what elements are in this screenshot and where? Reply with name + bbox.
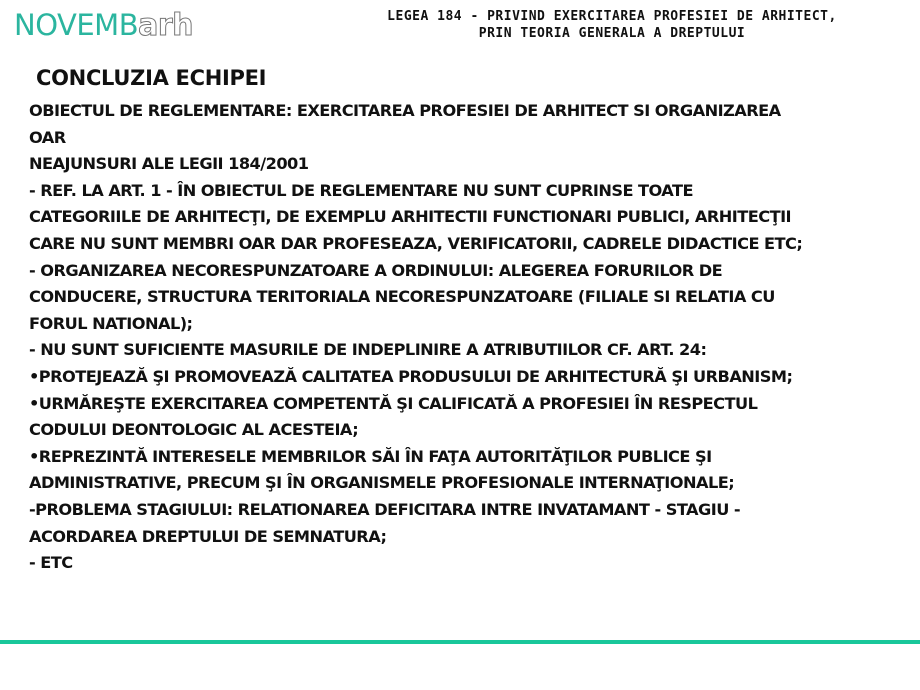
body-line: -PROBLEMA STAGIULUI: RELATIONAREA DEFICITARA INTRE INVATAMANT - STAGIU - [29,499,741,519]
body-line: FORUL NATIONAL); [29,313,193,333]
body-line: OBIECTUL DE REGLEMENTARE: EXERCITAREA PROFESIEI DE ARHITECT SI ORGANIZAREA [29,101,781,120]
header-title-line: LEGEA 184 - PRIVIND EXERCITAREA PROFESIEI DE ARHITECT, [387,9,837,24]
body-line: CARE NU SUNT MEMBRI OAR DAR PROFESEAZA, VERIFICATORII, CADRELE DIDACTICE ETC; [29,233,803,253]
bullet-line: •URMĂREŞTE EXERCITAREA COMPETENTĂ ŞI CALIFICATĂ A PROFESIEI ÎN RESPECTUL [29,393,758,413]
slide-body [29,98,909,577]
body-line: ACORDAREA DREPTULUI DE SEMNATURA; [29,526,387,546]
slide-heading: CONCLUZIA ECHIPEI [36,66,267,90]
body-line: OAR [29,127,66,147]
body-line: - ETC [29,553,73,573]
bullet-line: •PROTEJEAZĂ ŞI PROMOVEAZĂ CALITATEA PRODUSULUI DE ARHITECTURĂ ŞI URBANISM; [29,366,793,386]
bullet-line: •REPREZINTĂ INTERESELE MEMBRILOR SĂI ÎN FAŢA AUTORITĂŢILOR PUBLICE ŞI [29,446,712,466]
novembarh-logo [14,8,193,44]
body-line: ADMINISTRATIVE, PRECUM ŞI ÎN ORGANISMELE PROFESIONALE INTERNAŢIONALE; [29,473,735,493]
body-line: - NU SUNT SUFICIENTE MASURILE DE INDEPLINIRE A ATRIBUTIILOR CF. ART. 24: [29,340,707,360]
body-line: - REF. LA ART. 1 - ÎN OBIECTUL DE REGLEMENTARE NU SUNT CUPRINSE TOATE [29,180,694,200]
logo-main-text: NOVEMB [14,8,139,42]
body-line: - ORGANIZAREA NECORESPUNZATOARE A ORDINULUI: ALEGEREA FORURILOR DE [29,260,723,280]
body-line: CONDUCERE, STRUCTURA TERITORIALA NECORESPUNZATOARE (FILIALE SI RELATIA CU [29,287,775,307]
header-title [352,8,872,42]
logo-sub-text: arh [138,8,193,43]
body-line: CODULUI DEONTOLOGIC AL ACESTEIA; [29,420,359,440]
body-line: CATEGORIILE DE ARHITECŢI, DE EXEMPLU ARHITECTII FUNCTIONARI PUBLICI, ARHITECŢII [29,207,792,227]
footer-divider [0,640,920,644]
header-title-line: PRIN TEORIA GENERALA A DREPTULUI [478,26,746,41]
body-line: NEAJUNSURI ALE LEGII 184/2001 [29,154,309,174]
